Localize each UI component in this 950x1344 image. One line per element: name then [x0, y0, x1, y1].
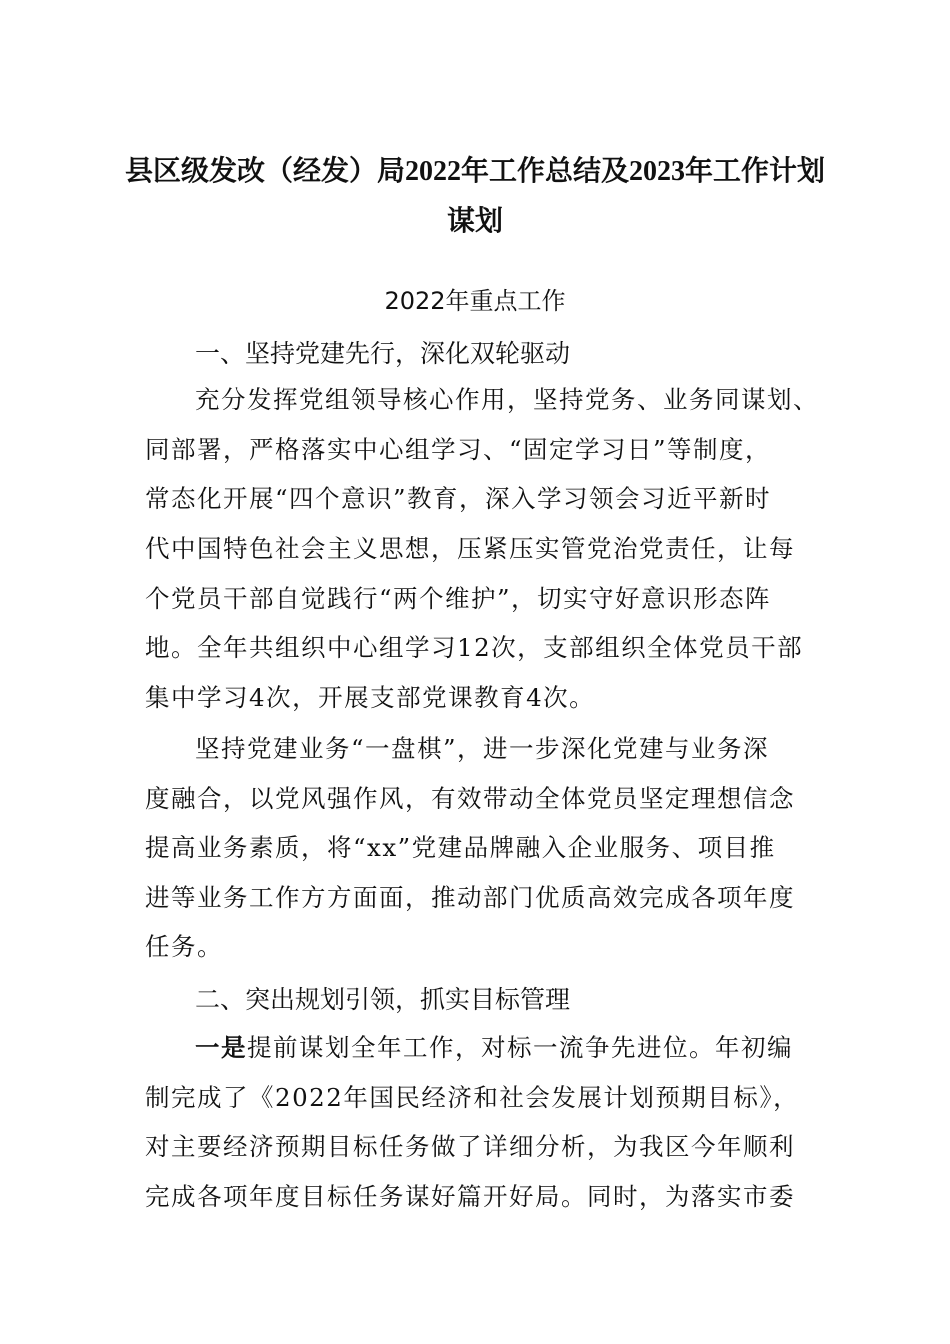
paragraph-line: 完成各项年度目标任务谋好篇开好局。同时，为落实市委 — [145, 1182, 795, 1211]
document-title-line1: 县区级发改（经发）局2022年工作总结及2023年工作计划 — [124, 156, 825, 187]
section-subtitle: 2022年重点工作 — [384, 287, 566, 315]
section2-heading: 二、突出规划引领，抓实目标管理 — [195, 985, 571, 1014]
paragraph-line — [195, 1030, 885, 1066]
paragraph-line: 地。全年共组织中心组学习12次，支部组织全体党员干部 — [145, 633, 804, 662]
paragraph-text: 提前谋划全年工作，对标一流争先进位。年初编 — [247, 1033, 793, 1062]
paragraph-line: 制完成了《2022年国民经济和社会发展计划预期目标》， — [145, 1083, 800, 1112]
paragraph-line: 集中学习4次，开展支部党课教育4次。 — [145, 683, 596, 712]
paragraph-line: 度融合，以党风强作风，有效带动全体党员坚定理想信念 — [145, 784, 795, 813]
paragraph-line: 常态化开展“四个意识”教育，深入学习领会习近平新时 — [145, 484, 772, 513]
paragraph-line: 提高业务素质，将“xx”党建品牌融入企业服务、项目推 — [145, 833, 776, 862]
paragraph-line: 进等业务工作方方面面，推动部门优质高效完成各项年度 — [145, 883, 795, 912]
paragraph-line: 坚持党建业务“一盘棋”，进一步深化党建与业务深 — [195, 734, 770, 763]
paragraph-line: 代中国特色社会主义思想，压紧压实管党治党责任，让每 — [145, 534, 795, 563]
paragraph-line: 个党员干部自觉践行“两个维护”，切实守好意识形态阵 — [145, 584, 772, 613]
paragraph-lead: 一是 — [195, 1033, 247, 1062]
paragraph-line: 对主要经济预期目标任务做了详细分析，为我区今年顺利 — [145, 1132, 795, 1161]
paragraph-line: 充分发挥党组领导核心作用，坚持党务、业务同谋划、 — [195, 385, 819, 414]
paragraph-line: 任务。 — [145, 932, 223, 961]
section1-heading: 一、坚持党建先行，深化双轮驱动 — [195, 339, 571, 368]
paragraph-line: 同部署，严格落实中心组学习、“固定学习日”等制度， — [145, 435, 772, 464]
document-title-line2: 谋划 — [446, 206, 503, 237]
